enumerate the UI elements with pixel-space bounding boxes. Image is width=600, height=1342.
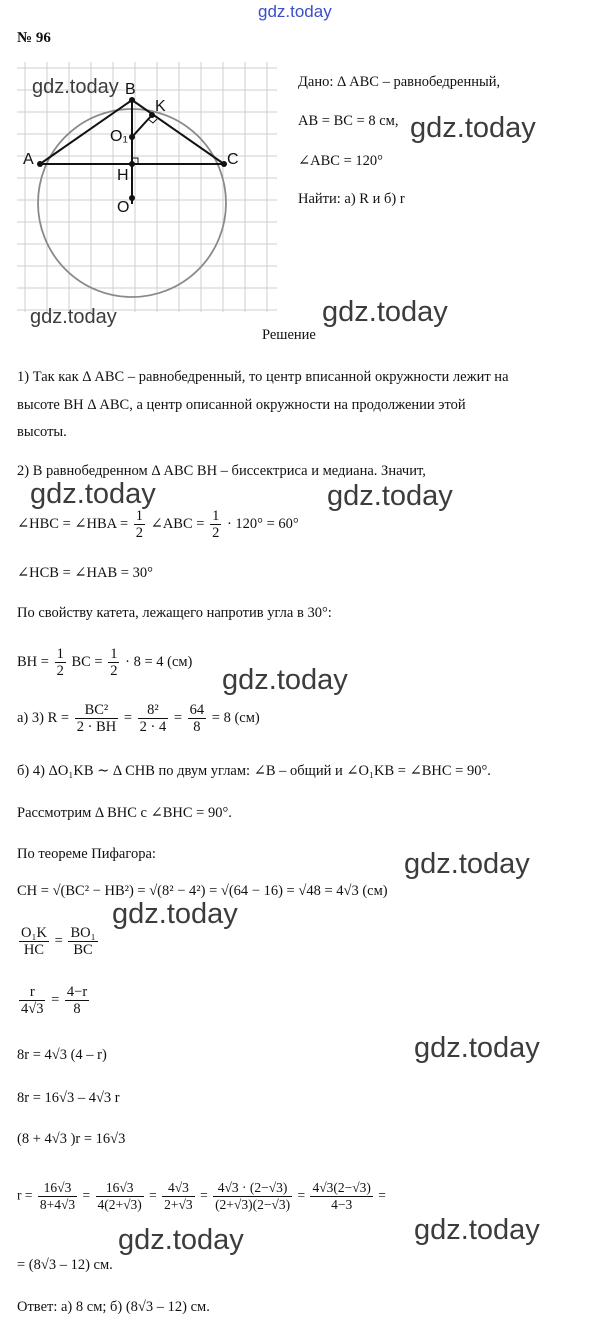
watermark-top: gdz.today bbox=[258, 2, 332, 21]
fraction-rf5: $\frac{4√3(2-√3)}{4-3}$ bbox=[312, 1180, 371, 1212]
watermark: gdz.today bbox=[410, 112, 536, 144]
fraction-half: $\frac{1}{2}$ bbox=[135, 508, 144, 541]
point-a bbox=[37, 161, 43, 167]
watermark: gdz.today bbox=[414, 1032, 540, 1064]
equation-angles: ∠HBC = ∠HBA = $\frac{1}{2}$ ∠ABC = $\frac{1}{2}$ · 120° = 60° bbox=[17, 508, 299, 541]
fraction-ratio2: $\frac{\text{BO₁}}{BC}$ bbox=[70, 925, 96, 958]
fraction-rf2: $\frac{16√3}{4(2+√3)}$ bbox=[97, 1180, 142, 1212]
watermark: gdz.today bbox=[322, 296, 448, 328]
text-line: По свойству катета, лежащего напротив угла в 30°: bbox=[17, 605, 332, 621]
equation-bh: BH = $\frac{1}{2}$ BC = $\frac{1}{2}$ · 8 = 4 (см) bbox=[17, 646, 193, 679]
given-line: ∠ABC = 120° bbox=[298, 153, 383, 169]
equation-8r: 8r = 4√3 (4 – r) bbox=[17, 1047, 107, 1063]
fraction-r2: $\frac{\text{8²}}{2 \cdot 4}$ bbox=[139, 702, 167, 735]
fraction-ratio4: $\frac{4-r}{8}$ bbox=[66, 984, 88, 1017]
equation-final: = (8√3 – 12) см. bbox=[17, 1257, 113, 1273]
watermark: gdz.today bbox=[30, 306, 117, 328]
point-o1 bbox=[129, 134, 135, 140]
watermark: gdz.today bbox=[414, 1214, 540, 1246]
text-line: 2) В равнобедренном Δ ABC BH – биссектриса и медиана. Значит, bbox=[17, 463, 426, 479]
solution-title: Решение bbox=[262, 327, 316, 343]
equation-r: а) 3) R = $\frac{\text{BC²}}{2 \cdot BH}$ = $\frac{\text{8²}}{2 \cdot 4}$ = $\frac{64}{8}$ = 8 (см) bbox=[17, 702, 260, 735]
watermark: gdz.today bbox=[404, 848, 530, 880]
text-line: Рассмотрим Δ BHC с ∠BHC = 90°. bbox=[17, 805, 232, 821]
point-h bbox=[129, 161, 135, 167]
equation-ratio2: $\frac{r}{4√3}$ = $\frac{4-r}{8}$ bbox=[21, 984, 88, 1017]
geometry-figure bbox=[17, 62, 277, 312]
side-bc bbox=[132, 100, 224, 164]
fraction-ratio3: $\frac{r}{4√3}$ bbox=[21, 984, 44, 1017]
watermark: gdz.today bbox=[30, 478, 156, 510]
watermark: gdz.today bbox=[32, 76, 119, 98]
label-o: O bbox=[117, 199, 130, 216]
equation-8r2: 8r = 16√3 – 4√3 r bbox=[17, 1090, 120, 1106]
fraction-ratio1: $\frac{\text{O₁K}}{HC}$ bbox=[21, 925, 47, 958]
label-o1: O₁ bbox=[110, 128, 128, 145]
problem-number: № 96 bbox=[17, 30, 51, 46]
label-b: B bbox=[125, 81, 136, 98]
label-c: C bbox=[227, 151, 239, 168]
text-line: По теореме Пифагора: bbox=[17, 846, 156, 862]
fraction-rf3: $\frac{4√3}{2+√3}$ bbox=[164, 1180, 193, 1212]
equation-r-final: r = $\frac{16√3}{8+4√3}$ = $\frac{16√3}{4(2+√3)}$ = $\frac{4√3}{2+√3}$ = $\frac{4√3 \cdot (2-√3)}{(2+√3)(2-√3)}$ = $\frac{4√3(2-√3)}{4-3}$ = bbox=[17, 1180, 386, 1212]
fraction-r3: $\frac{64}{8}$ bbox=[189, 702, 205, 735]
given-line: Найти: а) R и б) r bbox=[298, 191, 405, 207]
point-o bbox=[129, 195, 135, 201]
given-line: AB = BC = 8 см, bbox=[298, 113, 399, 129]
fraction-half: $\frac{1}{2}$ bbox=[56, 646, 64, 679]
label-a: A bbox=[23, 151, 34, 168]
answer: Ответ: а) 8 см; б) (8√3 – 12) см. bbox=[17, 1299, 210, 1315]
watermark: gdz.today bbox=[222, 664, 348, 696]
fraction-rf1: $\frac{16√3}{8+4√3}$ bbox=[39, 1180, 76, 1212]
equation-ratio: $\frac{\text{O₁K}}{HC}$ = $\frac{\text{BO₁}}{BC}$ bbox=[21, 925, 96, 958]
equation-angles2: ∠HCB = ∠HAB = 30° bbox=[17, 565, 153, 581]
grid bbox=[17, 62, 277, 312]
fraction-r1: $\frac{\text{BC²}}{2 \cdot BH}$ bbox=[76, 702, 117, 735]
text-line: высоты. bbox=[17, 424, 67, 440]
watermark: gdz.today bbox=[118, 1224, 244, 1256]
given-line: Дано: Δ ABC – равнобедренный, bbox=[298, 74, 501, 90]
watermark: gdz.today bbox=[327, 480, 453, 512]
equation-8r3: (8 + 4√3 )r = 16√3 bbox=[17, 1131, 126, 1147]
watermark: gdz.today bbox=[112, 898, 238, 930]
fraction-rf4: $\frac{4√3 \cdot (2-√3)}{(2+√3)(2-√3)}$ bbox=[215, 1180, 291, 1212]
fraction-half: $\frac{1}{2}$ bbox=[212, 508, 220, 541]
label-h: H bbox=[117, 167, 129, 184]
equation-ch: CH = √(BC² − HB²) = √(8² − 4²) = √(64 − 16) = √48 = 4√3 (см) bbox=[17, 883, 388, 899]
right-angle-k bbox=[148, 119, 157, 123]
text-line: б) 4) ΔO₁KB ∼ Δ CHB по двум углам: ∠B – общий и ∠O₁KB = ∠BHC = 90°. bbox=[17, 763, 491, 779]
text-line: 1) Так как Δ ABC – равнобедренный, то центр вписанной окружности лежит на bbox=[17, 369, 509, 385]
label-k: K bbox=[155, 98, 166, 115]
fraction-half: $\frac{1}{2}$ bbox=[110, 646, 118, 679]
text-line: высоте BH Δ ABC, а центр описанной окружности на продолжении этой bbox=[17, 397, 466, 413]
